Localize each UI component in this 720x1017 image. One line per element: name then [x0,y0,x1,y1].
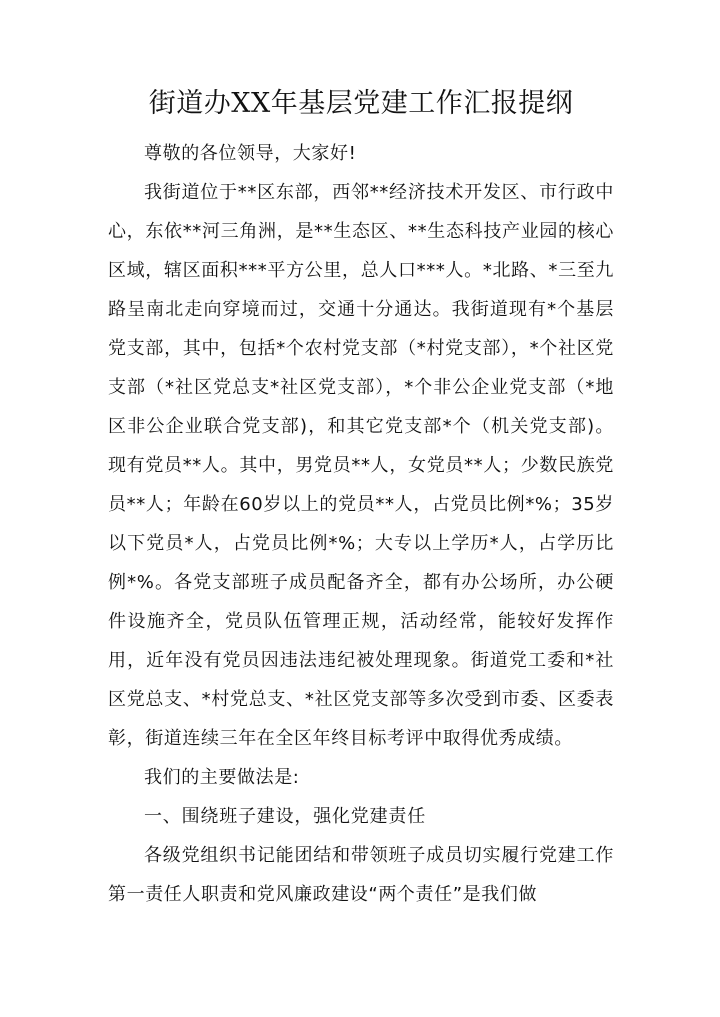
section-heading-1: 一、围绕班子建设，强化党建责任 [144,806,426,827]
main-practices-intro: 我们的主要做法是: [144,767,300,788]
overview-paragraph: 我街道位于**区东部，西邻**经济技术开发区、市行政中心，东依**河三角洲，是**生态区、**生态科技产业园的核心区域，辖区面积***平方公里，总人口***人。*北路、*三至九路呈南北走向穿境而过，交通十分通达。我街道现有*个基层党支部，其中，包括*个农村党支部（*村党支部），*个社区党支部（*社区党总支*社区党支部），*个非公企业党支部（*地区非公企业联合党支部)，和其它党支部*个（机关党支部)。现有党员**人。其中，男党员**人，女党员**人；少数民族党员**人；年龄在60岁以上的党员**人，占党员比例*%；35岁以下党员*人，占党员比例*%；大专以上学历*人，占学历比例*%。各党支部班子成员配备齐全，都有办公场所，办公硬件设施齐全，党员队伍管理正规，活动经常，能较好发挥作用，近年没有党员因违法违纪被处理现象。街道党工委和*社区党总支、*村党总支、*社区党支部等多次受到市委、区委表彰，街道连续三年在全区年终目标考评中取得优秀成绩。 [108,182,614,749]
document-title: 街道办XX年基层党建工作汇报提纲 [148,88,574,119]
document-page [108,84,614,914]
greeting-paragraph: 尊敬的各位领导，大家好! [144,143,357,164]
section-1-paragraph: 各级党组织书记能团结和带领班子成员切实履行党建工作第一责任人职责和党风廉政建设“两个责任”是我们做 [108,845,614,905]
